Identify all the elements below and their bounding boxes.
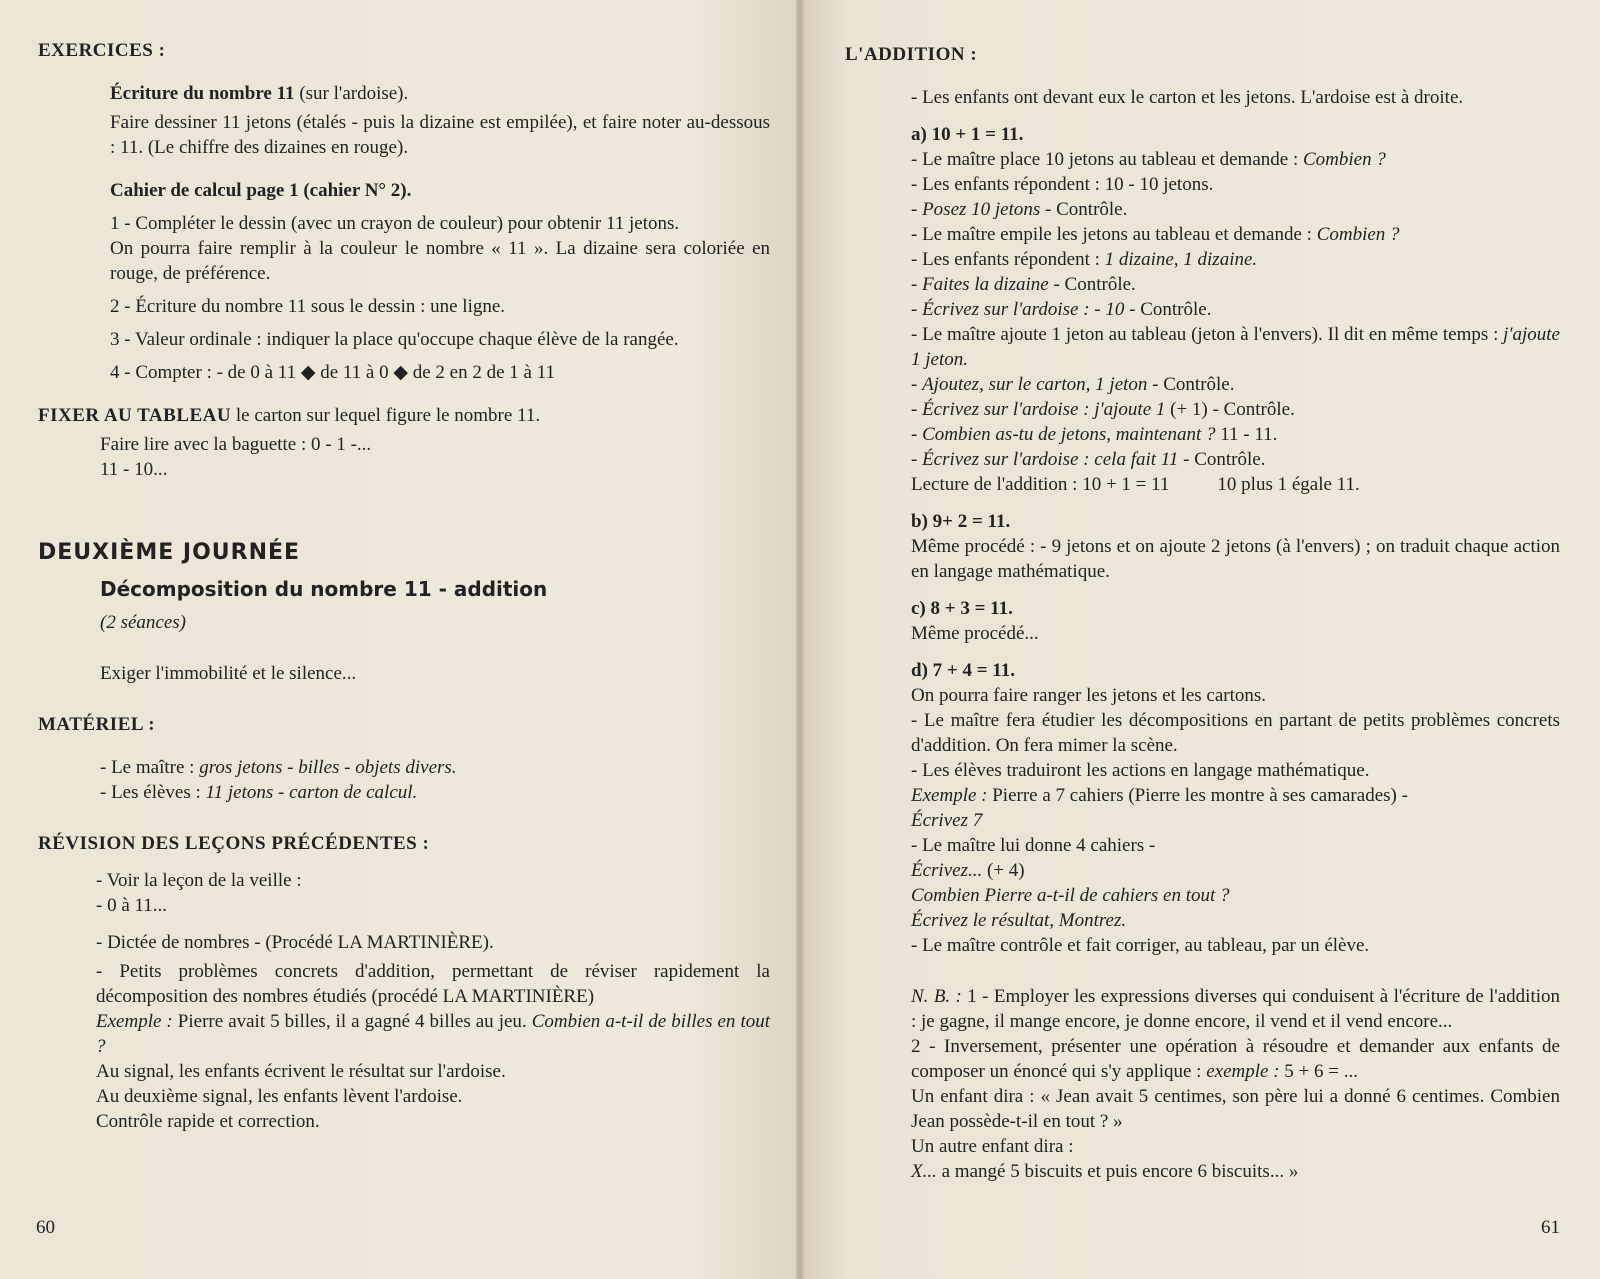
nb2-eq: 5 + 6 = ...	[1279, 1061, 1358, 1082]
exercices-heading: EXERCICES :	[38, 40, 166, 61]
addition-heading: L'ADDITION :	[845, 44, 978, 65]
nb2-text: 2 - Inversement, présenter une opération à résoudre et demander aux enfants de composer un énoncé qui s'y applique :	[911, 1036, 1560, 1082]
right-page	[800, 0, 1600, 1279]
ecriture-title: Écriture du nombre 11	[110, 83, 295, 104]
a4-text: - Le maître empile les jetons au tableau et demande :	[911, 224, 1317, 245]
d-title: d) 7 + 4 = 11.	[911, 660, 1015, 681]
a-line-10: - Écrivez sur l'ardoise : j'ajoute 1 (+ 1) - Contrôle.	[911, 399, 1295, 420]
a3-italic: Posez 10 jetons	[922, 199, 1041, 220]
ecriture-rest: (sur l'ardoise).	[294, 83, 409, 104]
intro: - Les enfants ont devant eux le carton et les jetons. L'ardoise est à droite.	[911, 87, 1464, 108]
dictee: - Dictée de nombres - (Procédé LA MARTINIÈRE).	[96, 932, 494, 953]
nb1-text: 1 - Employer les expressions diverses qui conduisent à l'écriture de l'addition : je gagne, il mange encore, je donne encore, il vend et il vend encore...	[911, 986, 1560, 1032]
d-line-6: - Le maître lui donne 4 cahiers -	[911, 835, 1156, 856]
cahier-title: Cahier de calcul page 1 (cahier N° 2).	[110, 180, 412, 201]
a9-italic: Ajoutez, sur le carton, 1 jeton	[922, 374, 1148, 395]
b-title: b) 9+ 2 = 11.	[911, 511, 1011, 532]
exemple-question: Combien a-t-il de billes en tout ?	[96, 1011, 771, 1057]
journee-title: DEUXIÈME JOURNÉE	[38, 540, 301, 565]
fixer-heading: FIXER AU TABLEAU	[38, 405, 232, 426]
lecture-plus: 10 plus 1 égale 11.	[1217, 474, 1360, 495]
d7-text: (+ 4)	[982, 860, 1025, 881]
item-1: 1 - Compléter le dessin (avec un crayon de couleur) pour obtenir 11 jetons.	[110, 213, 680, 234]
exiger: Exiger l'immobilité et le silence...	[100, 663, 357, 684]
exemple-label: Exemple :	[96, 1011, 178, 1032]
a-line-4	[911, 222, 1560, 247]
faire-lire: Faire lire avec la baguette : 0 - 1 -...	[100, 434, 372, 455]
d4-text: Pierre a 7 cahiers (Pierre les montre à ses camarades) -	[992, 785, 1408, 806]
a-line-9: - Ajoutez, sur le carton, 1 jeton - Contrôle.	[911, 374, 1235, 395]
a-line-7: - Écrivez sur l'ardoise : - 10 - Contrôle.	[911, 299, 1212, 320]
a-line-3: - Posez 10 jetons - Contrôle.	[911, 199, 1128, 220]
item-1b: On pourra faire remplir à la couleur le nombre « 11 ». La dizaine sera coloriée en rouge, de préférence.	[110, 238, 770, 284]
a11-italic: Combien as-tu de jetons, maintenant ?	[922, 424, 1216, 445]
materiel-heading: MATÉRIEL :	[38, 714, 156, 735]
nb2-italic: exemple :	[1206, 1061, 1280, 1082]
journee-block	[38, 577, 770, 686]
page-number-left: 60	[36, 1217, 55, 1238]
materiel-block	[38, 755, 770, 805]
materiel-maitre-items: gros jetons - billes - objets divers.	[199, 757, 457, 778]
d7-italic: Écrivez...	[911, 860, 983, 881]
controle: Contrôle rapide et correction.	[96, 1111, 320, 1132]
c-title: c) 8 + 3 = 11.	[911, 598, 1013, 619]
fixer-line	[38, 403, 770, 428]
un-autre: Un autre enfant dira :	[911, 1136, 1074, 1157]
a-line-5	[911, 247, 1560, 272]
a6-italic: Faites la dizaine	[922, 274, 1049, 295]
a10-text: (+ 1) - Contrôle.	[1165, 399, 1295, 420]
a1-text: - Le maître place 10 jetons au tableau et demande :	[911, 149, 1303, 170]
a-line-12: - Écrivez sur l'ardoise : cela fait 11 - Contrôle.	[911, 449, 1266, 470]
zero-onze: - 0 à 11...	[96, 895, 168, 916]
a6-text: - Contrôle.	[1048, 274, 1136, 295]
x-line	[911, 1159, 1560, 1184]
a11-text: 11 - 11.	[1215, 424, 1278, 445]
a-title: a) 10 + 1 = 11.	[911, 124, 1024, 145]
materiel-eleves-items: 11 jetons - carton de calcul.	[205, 782, 418, 803]
fixer-rest: le carton sur lequel figure le nombre 11.	[231, 405, 541, 426]
a12-italic: Écrivez sur l'ardoise : cela fait 11	[922, 449, 1179, 470]
d-line-2: - Le maître fera étudier les décompositions en partant de petits problèmes concrets d'addition. On fera mimer la scène.	[911, 710, 1560, 756]
a-line-1	[911, 147, 1560, 172]
addition-block	[845, 85, 1560, 1184]
c-text: Même procédé...	[911, 623, 1039, 644]
x-italic: X...	[911, 1161, 937, 1182]
a-line-6: - Faites la dizaine - Contrôle.	[911, 274, 1136, 295]
exercices-block	[38, 81, 770, 385]
x-text: a mangé 5 biscuits et puis encore 6 biscuits... »	[936, 1161, 1299, 1182]
item-4: 4 - Compter : - de 0 à 11 ◆ de 11 à 0 ◆ de 2 en 2 de 1 à 11	[110, 362, 555, 383]
a12-text: - Contrôle.	[1178, 449, 1266, 470]
d-line-1: On pourra faire ranger les jetons et les cartons.	[911, 685, 1267, 706]
a8-text: - Le maître ajoute 1 jeton au tableau (jeton à l'envers). Il dit en même temps :	[911, 324, 1504, 345]
petits-problemes: - Petits problèmes concrets d'addition, permettant de réviser rapidement la décomposition des nombres étudiés (procédé LA MARTINIÈRE)	[96, 961, 770, 1007]
a8-italic: j'ajoute 1 jeton.	[911, 324, 1560, 370]
a1-italic: Combien ?	[1302, 149, 1386, 170]
materiel-eleves-label: - Les élèves :	[100, 782, 206, 803]
faire-lire-2: 11 - 10...	[100, 459, 168, 480]
b-text: Même procédé : - 9 jetons et on ajoute 2 jetons (à l'envers) ; on traduit chaque action en langage mathématique.	[911, 536, 1560, 582]
a-line-11: - Combien as-tu de jetons, maintenant ? 11 - 11.	[911, 424, 1278, 445]
voir-lecon: - Voir la leçon de la veille :	[96, 870, 302, 891]
materiel-maitre-label: - Le maître :	[100, 757, 200, 778]
exemple-paragraph	[96, 1009, 770, 1059]
a-line-2: - Les enfants répondent : 10 - 10 jetons.	[911, 174, 1214, 195]
au-deuxieme: Au deuxième signal, les enfants lèvent l'ardoise.	[96, 1086, 463, 1107]
item-2: 2 - Écriture du nombre 11 sous le dessin : une ligne.	[110, 296, 506, 317]
faire-dessiner: Faire dessiner 11 jetons (étalés - puis la dizaine est empilée), et faire noter au-dessous : 11. (Le chiffre des dizaines en rouge).	[110, 112, 770, 158]
revision-block	[38, 868, 770, 1134]
a5-text: - Les enfants répondent :	[911, 249, 1105, 270]
d-line-7	[911, 858, 1560, 883]
a3-text: - Contrôle.	[1040, 199, 1128, 220]
materiel-maitre	[100, 755, 770, 780]
nb-1	[911, 984, 1560, 1034]
lecture-line	[911, 472, 1560, 497]
revision-heading: RÉVISION DES LEÇONS PRÉCÉDENTES :	[38, 833, 430, 854]
d-line-10: - Le maître contrôle et fait corriger, au tableau, par un élève.	[911, 935, 1370, 956]
page-number-right: 61	[1541, 1217, 1560, 1238]
d-line-8: Combien Pierre a-t-il de cahiers en tout ?	[911, 885, 1230, 906]
a-line-8	[911, 322, 1560, 372]
un-enfant: Un enfant dira : « Jean avait 5 centimes, son père lui a donné 6 centimes. Combien Jean possède-t-il en tout ? »	[911, 1086, 1560, 1132]
book-gutter	[796, 0, 804, 1279]
d-line-4	[911, 783, 1560, 808]
a4-italic: Combien ?	[1316, 224, 1400, 245]
d-line-9: Écrivez le résultat, Montrez.	[911, 910, 1127, 931]
materiel-eleves	[100, 780, 770, 805]
decomposition-title: Décomposition du nombre 11 - addition	[100, 577, 548, 601]
d-line-3: - Les élèves traduiront les actions en langage mathématique.	[911, 760, 1370, 781]
d-line-5: Écrivez 7	[911, 810, 983, 831]
a5-italic: 1 dizaine, 1 dizaine.	[1104, 249, 1258, 270]
a10-italic: Écrivez sur l'ardoise : j'ajoute 1	[922, 399, 1166, 420]
au-signal: Au signal, les enfants écrivent le résultat sur l'ardoise.	[96, 1061, 506, 1082]
seances: (2 séances)	[100, 612, 186, 633]
exemple-text: Pierre avait 5 billes, il a gagné 4 billes au jeu.	[177, 1011, 532, 1032]
a9-text: - Contrôle.	[1147, 374, 1235, 395]
nb-italic: N. B. :	[911, 986, 968, 1007]
a7-text: - Contrôle.	[1124, 299, 1212, 320]
d4-italic: Exemple :	[911, 785, 993, 806]
item-3: 3 - Valeur ordinale : indiquer la place qu'occupe chaque élève de la rangée.	[110, 329, 679, 350]
a7-italic: Écrivez sur l'ardoise : - 10	[922, 299, 1125, 320]
lecture: Lecture de l'addition : 10 + 1 = 11	[911, 474, 1170, 495]
fixer-block	[38, 428, 770, 482]
ecriture-line	[110, 81, 770, 106]
nb-2	[911, 1034, 1560, 1084]
